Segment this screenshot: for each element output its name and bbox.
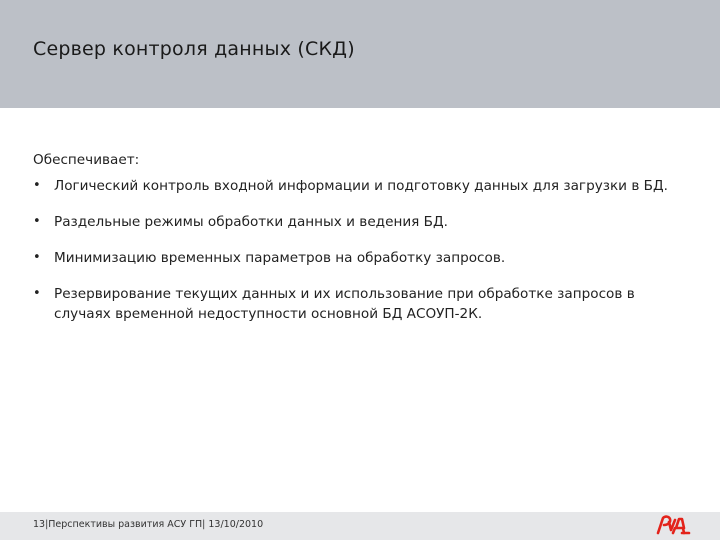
bullet-item [33,176,673,196]
slide-header [0,0,720,108]
bullet-item [33,248,673,268]
bullet-text: Раздельные режимы обработки данных и ведения БД. [54,214,448,230]
bullet-text: Резервирование текущих данных и их использование при обработке запросов в случаях временной недоступности основной БД АСОУП-2К. [54,286,635,322]
bullet-marker: • [33,178,41,193]
slide-content [33,150,673,340]
intro-text: Обеспечивает: [33,152,140,168]
bullet-text: Логический контроль входной информации и подготовку данных для загрузки в БД. [54,178,668,194]
bullet-list [33,176,673,324]
bullet-text: Минимизацию временных параметров на обработку запросов. [54,250,506,266]
slide-title: Сервер контроля данных (СКД) [33,38,355,60]
slide-footer [0,512,720,540]
bullet-item [33,284,673,324]
bullet-marker: • [33,286,41,301]
bullet-marker: • [33,250,41,265]
bullet-item [33,212,673,232]
bullet-marker: • [33,214,41,229]
footer-text: 13|Перспективы развития АСУ ГП| 13/10/2010 [33,519,264,530]
rzd-logo-icon [656,514,692,536]
